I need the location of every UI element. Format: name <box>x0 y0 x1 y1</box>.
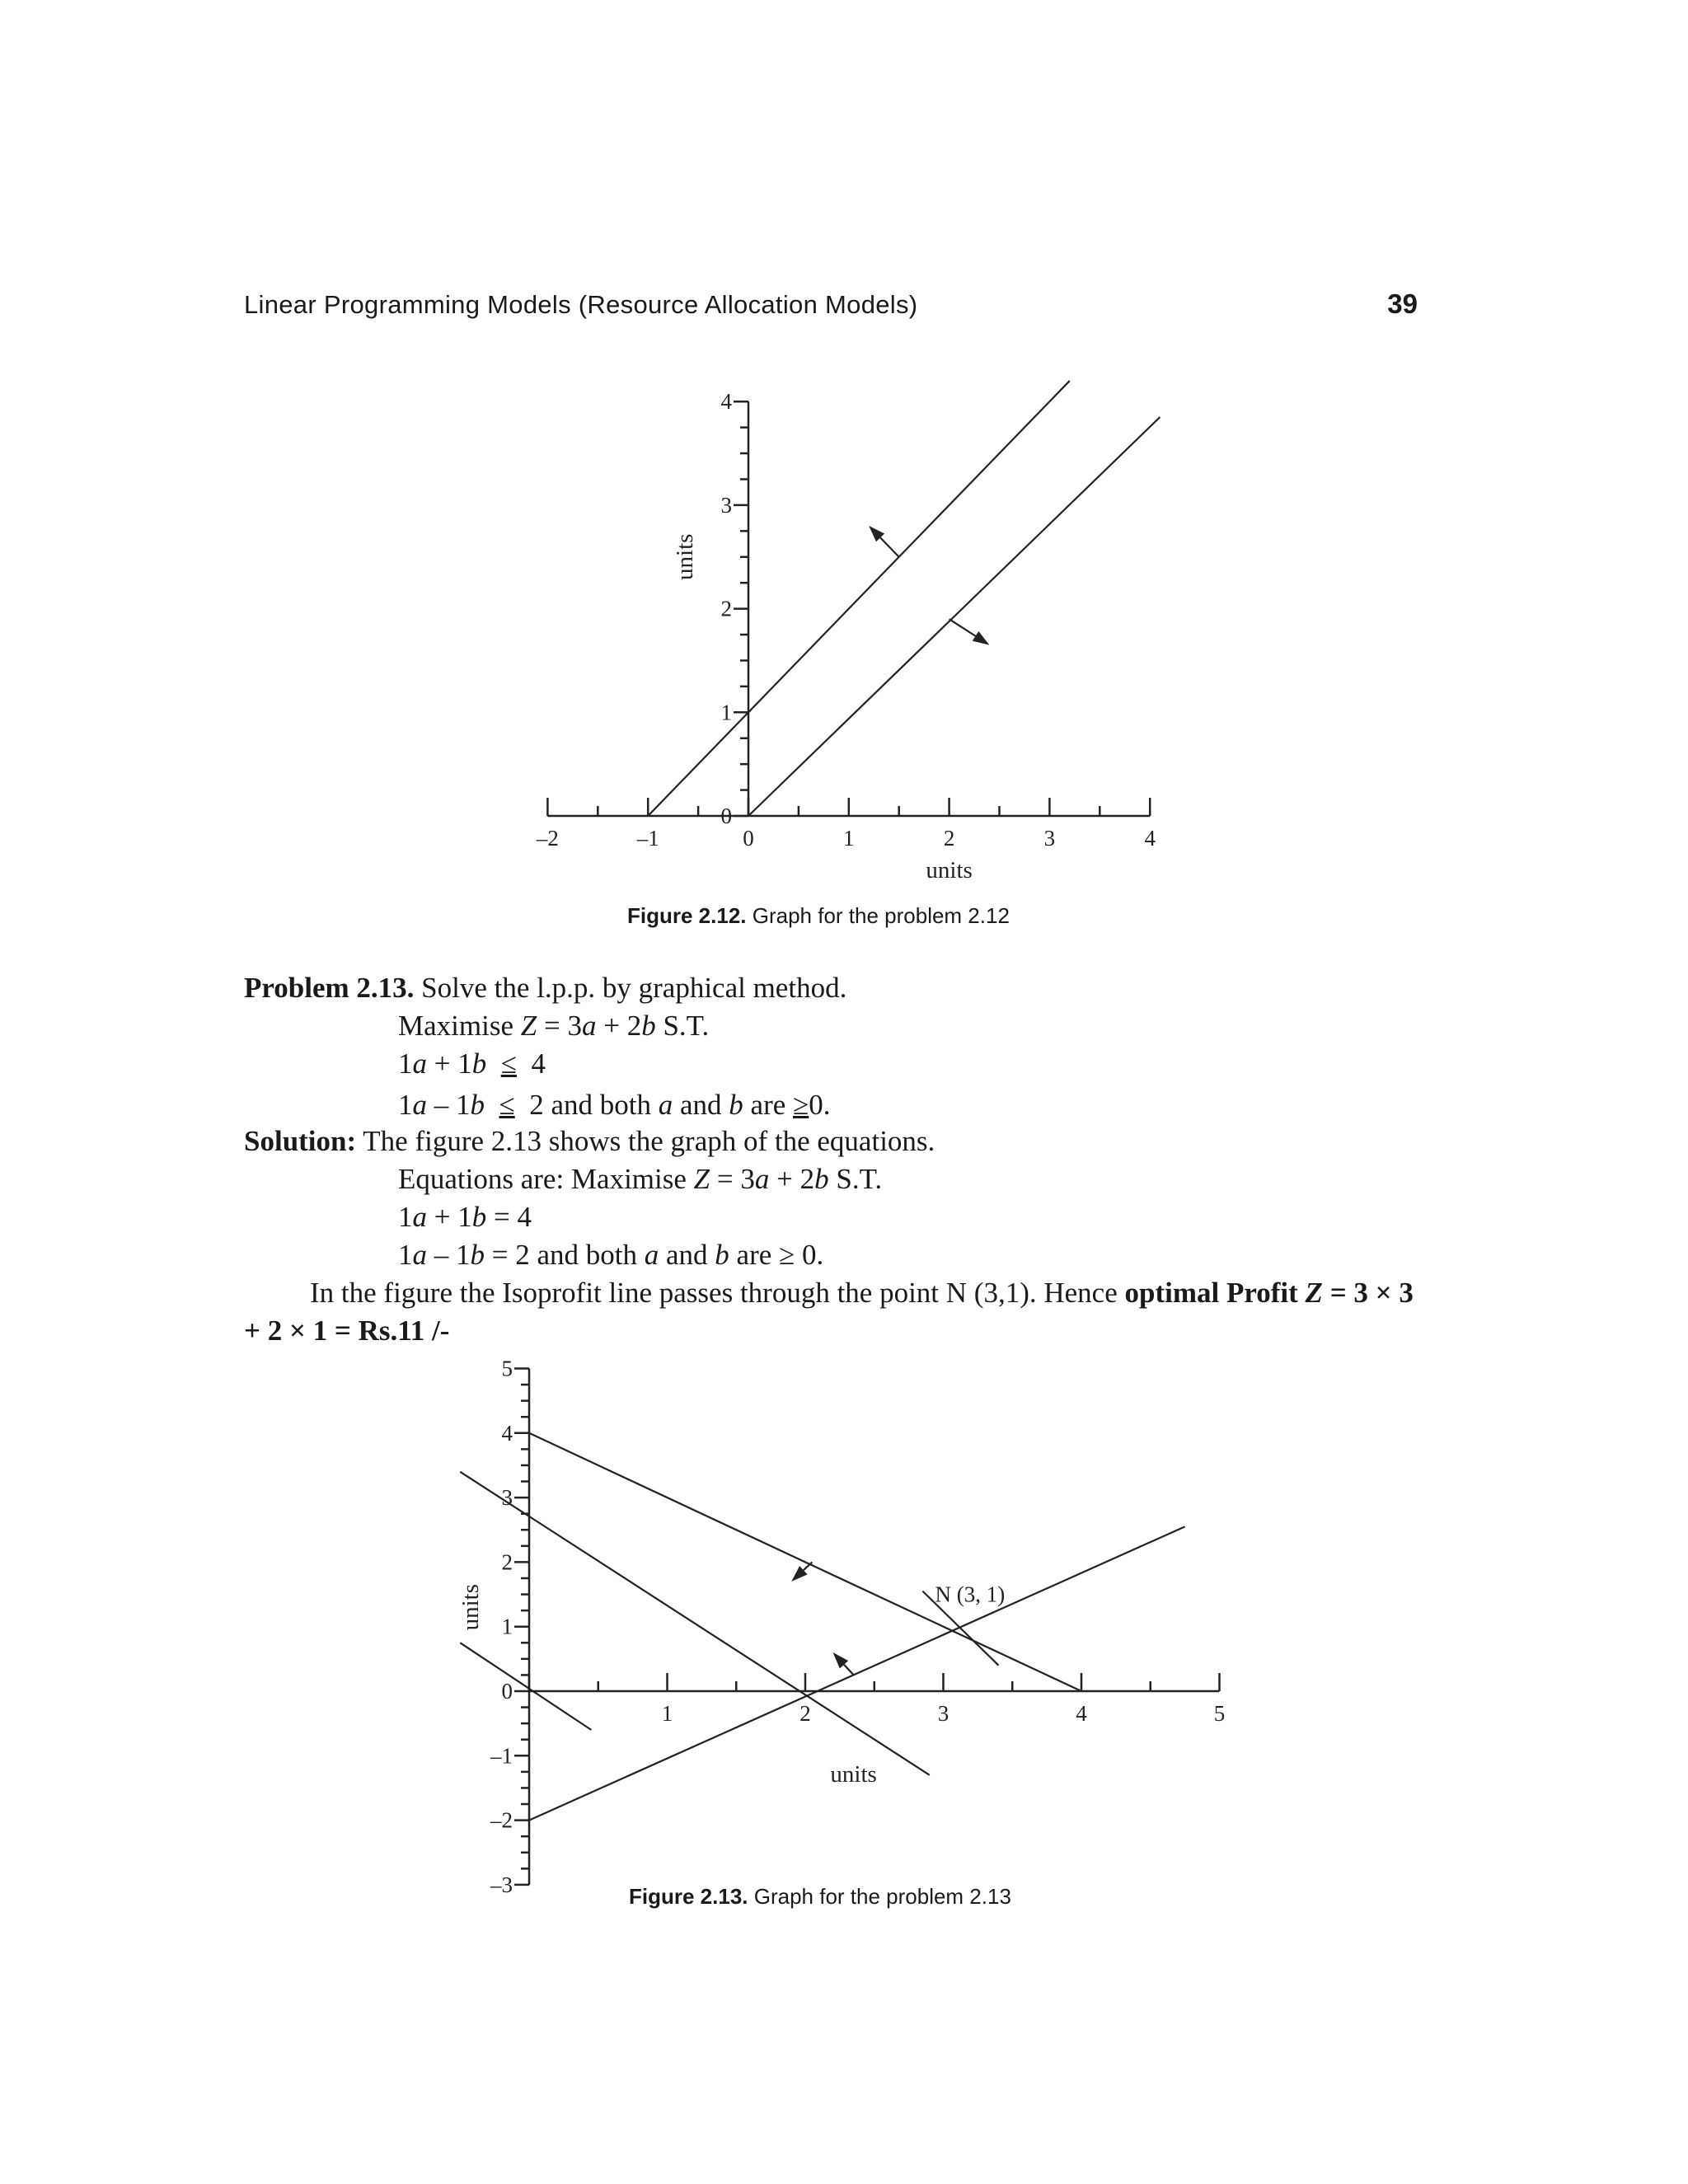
x-tick-label: 5 <box>1213 1701 1226 1726</box>
figure-2-13-caption-label: Figure 2.13. <box>629 1884 748 1909</box>
e1-b: b <box>471 1201 487 1233</box>
y-tick-label: 5 <box>501 1356 513 1381</box>
y-tick-label: –2 <box>490 1807 513 1833</box>
y-tick-label: 1 <box>720 700 732 725</box>
x-tick-label: 3 <box>1043 826 1056 851</box>
y-tick-label: 4 <box>501 1420 513 1446</box>
c1-mid: + 1 <box>427 1047 472 1080</box>
page-number: 39 <box>1387 288 1418 319</box>
c2-b: b <box>470 1089 485 1121</box>
optimal-bold: optimal Profit <box>1124 1277 1298 1309</box>
x-tick-label: 1 <box>843 826 855 851</box>
sol-objective-plus: + 2 <box>769 1163 815 1195</box>
solution-intro: The figure 2.13 shows the graph of the equations. <box>363 1125 935 1157</box>
c1-a: a <box>412 1047 427 1080</box>
e2-pre: 1 <box>398 1239 413 1271</box>
e1-rhs: = 4 <box>486 1201 532 1233</box>
x-axis-label: units <box>830 1761 877 1788</box>
x-tick-label: 2 <box>943 826 955 851</box>
e2-a-var: a <box>644 1239 659 1271</box>
x-tick-label: 4 <box>1144 826 1156 851</box>
optimal-calc-1: = 3 × 3 <box>1322 1277 1414 1309</box>
y-axis-label: units <box>457 1584 484 1631</box>
y-tick-label: 2 <box>720 596 732 621</box>
y-tick-label: 1 <box>501 1614 513 1639</box>
c2-and: and <box>679 1089 722 1121</box>
c2-sign: ≤ <box>499 1089 515 1121</box>
graph-line-4 <box>460 1472 930 1775</box>
objective-var: Z <box>520 1010 537 1042</box>
e2-mid: – 1 <box>427 1239 471 1271</box>
c2-b-var: b <box>729 1089 743 1121</box>
c2-pre: 1 <box>398 1089 413 1121</box>
sol-objective-eq: = 3 <box>710 1163 755 1195</box>
iso-text: In the figure the Isoprofit line passes through the point N (3,1). Hence <box>310 1277 1118 1309</box>
optimal-calc-2: + 2 × 1 = Rs.11 /- <box>244 1315 450 1347</box>
c2-rhs: 2 and both <box>529 1089 651 1121</box>
c2-nonneg-rhs: 0. <box>809 1089 831 1121</box>
sol-objective-var: Z <box>693 1163 710 1195</box>
problem-label: Problem 2.13. <box>244 972 415 1004</box>
objective-plus: + 2 <box>596 1010 642 1042</box>
e1-a: a <box>412 1201 427 1233</box>
sol-objective-a: a <box>754 1163 770 1195</box>
e2-b: b <box>470 1239 485 1271</box>
point-n-label: N (3, 1) <box>935 1582 1006 1607</box>
x-tick-label: 0 <box>743 826 754 851</box>
figure-2-13-caption-text: Graph for the problem 2.13 <box>753 1884 1011 1909</box>
c1-rhs: 4 <box>531 1047 546 1080</box>
e2-b-var: b <box>715 1239 729 1271</box>
c2-mid: – 1 <box>427 1089 471 1121</box>
y-tick-label: 2 <box>501 1549 513 1575</box>
figure-2-12-caption-label: Figure 2.12. <box>627 903 747 928</box>
e1-pre: 1 <box>398 1201 413 1233</box>
solution-label: Solution: <box>244 1125 357 1157</box>
graph-line-1 <box>529 1433 1081 1691</box>
e2-and: and <box>666 1239 708 1271</box>
x-tick-label: 1 <box>661 1701 673 1726</box>
objective-eq: = 3 <box>537 1010 582 1042</box>
x-axis-label: units <box>926 857 973 883</box>
y-tick-label: 3 <box>720 492 732 518</box>
objective-st: S.T. <box>655 1010 710 1042</box>
y-tick-label: 0 <box>720 804 732 828</box>
figure-2-13-caption <box>629 1884 1011 1910</box>
graph-line-3 <box>460 1643 591 1730</box>
y-tick-label: 3 <box>501 1485 513 1511</box>
c2-are: are <box>750 1089 786 1121</box>
direction-arrow-2-shaft <box>844 1665 854 1675</box>
objective-prefix: Maximise <box>398 1010 513 1042</box>
y-tick-label: –1 <box>490 1743 513 1769</box>
x-tick-label: 2 <box>799 1701 811 1726</box>
e1-mid: + 1 <box>427 1201 472 1233</box>
e2-a: a <box>412 1239 427 1271</box>
figure-2-12-caption-text: Graph for the problem 2.12 <box>752 903 1010 928</box>
x-tick-label: 4 <box>1076 1701 1087 1726</box>
c1-b: b <box>471 1047 487 1080</box>
c2-nonneg-sign: ≥ <box>793 1089 809 1121</box>
objective-a: a <box>581 1010 597 1042</box>
running-title: Linear Programming Models (Resource Allocation Models) <box>244 290 918 319</box>
eq-prefix: Equations are: Maximise <box>398 1163 687 1195</box>
c1-pre: 1 <box>398 1047 413 1080</box>
c1-sign: ≤ <box>500 1047 517 1080</box>
x-tick-label: 3 <box>937 1701 950 1726</box>
y-tick-label: 4 <box>720 389 732 415</box>
sol-objective-st: S.T. <box>828 1163 883 1195</box>
y-tick-label: –3 <box>490 1872 513 1897</box>
y-tick-label: 0 <box>501 1679 513 1704</box>
optimal-var: Z <box>1305 1277 1323 1309</box>
c2-a-var: a <box>658 1089 673 1121</box>
e2-tail: are ≥ 0. <box>736 1239 824 1271</box>
objective-b: b <box>641 1010 656 1042</box>
x-tick-label: –2 <box>536 826 559 851</box>
x-tick-label: –1 <box>636 826 659 851</box>
sol-objective-b: b <box>814 1163 829 1195</box>
y-axis-label: units <box>672 533 698 580</box>
problem-statement: Solve the l.p.p. by graphical method. <box>421 972 847 1004</box>
c2-a: a <box>412 1089 427 1121</box>
e2-rhs: = 2 and both <box>485 1239 637 1271</box>
